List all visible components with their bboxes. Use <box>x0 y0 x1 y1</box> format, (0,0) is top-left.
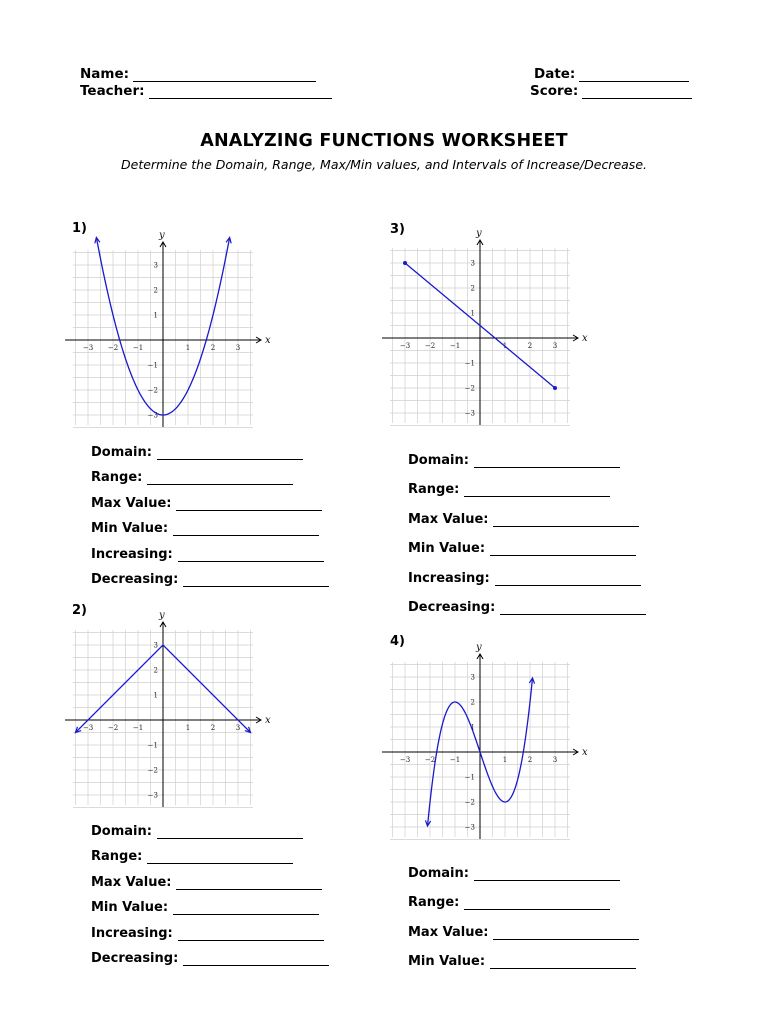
domain-label: Domain: <box>408 452 469 468</box>
x-tick-label: −2 <box>424 756 436 764</box>
date-field[interactable] <box>534 66 689 82</box>
x-tick-label: −1 <box>449 756 461 764</box>
y-tick-label: 3 <box>470 259 475 268</box>
domain-label: Domain: <box>408 865 469 881</box>
y-tick-label: 2 <box>470 284 475 293</box>
y-axis-label: y <box>159 610 165 621</box>
problem-1-graph <box>70 230 271 430</box>
range-line[interactable] <box>464 896 610 910</box>
x-axis-label: x <box>582 333 588 344</box>
increasing-line[interactable] <box>178 927 324 941</box>
decreasing-label: Decreasing: <box>408 600 496 615</box>
problem-1-number: 1) <box>72 221 87 236</box>
x-tick-label: 2 <box>527 756 533 764</box>
domain-line[interactable] <box>157 446 303 460</box>
decreasing-label: Decreasing: <box>91 572 179 587</box>
domain-line[interactable] <box>157 825 303 839</box>
x-tick-label: 1 <box>185 344 191 352</box>
max-value-line[interactable] <box>493 513 639 527</box>
min-value-label: Min Value: <box>91 521 169 536</box>
x-tick-label: 3 <box>552 342 558 350</box>
x-tick-label: 2 <box>210 344 216 352</box>
x-tick-label: 1 <box>502 756 508 764</box>
x-tick-label: −1 <box>132 344 144 352</box>
decreasing-line[interactable] <box>500 601 646 615</box>
x-tick-label: −3 <box>399 756 411 764</box>
range-field[interactable] <box>91 460 329 486</box>
x-tick-label: 1 <box>502 342 508 350</box>
teacher-label: Teacher: <box>80 83 145 99</box>
date-label: Date: <box>534 66 576 82</box>
max-value-field[interactable] <box>91 864 329 890</box>
y-tick-label: −1 <box>464 359 475 368</box>
max-value-field[interactable] <box>408 497 646 527</box>
decreasing-line[interactable] <box>183 952 329 966</box>
x-tick-label: −3 <box>399 342 411 350</box>
min-value-field[interactable] <box>408 940 639 970</box>
domain-label: Domain: <box>91 823 152 839</box>
domain-line[interactable] <box>474 454 620 468</box>
min-value-line[interactable] <box>173 522 319 536</box>
range-label: Range: <box>408 482 460 497</box>
y-tick-label: 1 <box>153 311 158 320</box>
endpoint-dot <box>403 261 407 265</box>
teacher-line[interactable] <box>149 84 332 99</box>
x-tick-label: −3 <box>82 344 94 352</box>
score-label: Score: <box>530 83 579 99</box>
increasing-label: Increasing: <box>408 570 490 586</box>
y-tick-label: −3 <box>464 409 475 418</box>
problem-4-number: 4) <box>390 634 405 649</box>
increasing-label: Increasing: <box>91 925 173 941</box>
date-line[interactable] <box>579 67 689 82</box>
min-value-field[interactable] <box>408 527 646 557</box>
worksheet-instructions: Determine the Domain, Range, Max/Min values, and Intervals of Increase/Decrease. <box>121 157 647 172</box>
y-tick-label: 1 <box>470 309 475 318</box>
problem-2-graph <box>70 610 271 809</box>
score-line[interactable] <box>582 84 692 99</box>
x-tick-label: 2 <box>210 724 216 732</box>
min-value-line[interactable] <box>173 901 319 915</box>
min-value-label: Min Value: <box>91 900 169 915</box>
y-tick-label: −3 <box>464 823 475 832</box>
y-tick-label: −3 <box>147 791 158 800</box>
min-value-label: Min Value: <box>408 954 486 969</box>
problem-2-answers <box>91 813 329 966</box>
worksheet-title: ANALYZING FUNCTIONS WORKSHEET <box>200 131 568 151</box>
min-value-field[interactable] <box>91 511 329 537</box>
increasing-line[interactable] <box>178 548 324 562</box>
increasing-line[interactable] <box>495 572 641 586</box>
y-axis-label: y <box>476 642 482 653</box>
decreasing-label: Decreasing: <box>91 951 179 966</box>
x-tick-label: −1 <box>449 342 461 350</box>
x-axis-label: x <box>582 747 588 758</box>
y-tick-label: −1 <box>147 361 158 370</box>
domain-field[interactable] <box>91 434 329 460</box>
range-line[interactable] <box>147 471 293 485</box>
y-tick-label: 1 <box>153 691 158 700</box>
range-label: Range: <box>91 849 143 864</box>
max-value-label: Max Value: <box>408 924 489 940</box>
domain-field[interactable] <box>408 438 646 468</box>
x-tick-label: −3 <box>82 724 94 732</box>
max-value-field[interactable] <box>91 485 329 511</box>
max-value-line[interactable] <box>493 926 639 940</box>
x-tick-label: −2 <box>424 342 436 350</box>
name-field[interactable] <box>80 66 316 82</box>
increasing-field[interactable] <box>408 556 646 586</box>
domain-field[interactable] <box>408 851 639 881</box>
range-label: Range: <box>408 895 460 910</box>
x-tick-label: 3 <box>235 724 241 732</box>
max-value-label: Max Value: <box>91 495 172 511</box>
range-label: Range: <box>91 470 143 485</box>
increasing-label: Increasing: <box>91 546 173 562</box>
min-value-line[interactable] <box>490 542 636 556</box>
decreasing-field[interactable] <box>408 586 646 616</box>
max-value-label: Max Value: <box>91 874 172 890</box>
problem-4-graph <box>388 642 588 842</box>
x-tick-label: 1 <box>185 724 191 732</box>
max-value-line[interactable] <box>176 497 322 511</box>
y-tick-label: −2 <box>464 798 475 807</box>
y-tick-label: 1 <box>470 723 475 732</box>
y-axis-label: y <box>159 230 165 241</box>
x-tick-label: 2 <box>527 342 533 350</box>
range-field[interactable] <box>408 468 646 498</box>
y-tick-label: 2 <box>470 698 475 707</box>
y-axis-label: y <box>476 228 482 239</box>
range-field[interactable] <box>408 881 639 911</box>
x-axis-label: x <box>265 715 271 726</box>
domain-line[interactable] <box>474 867 620 881</box>
domain-field[interactable] <box>91 813 329 839</box>
y-tick-label: −2 <box>147 386 158 395</box>
decreasing-field[interactable] <box>91 562 329 588</box>
increasing-field[interactable] <box>91 915 329 941</box>
x-tick-label: 3 <box>235 344 241 352</box>
name-line[interactable] <box>133 67 316 82</box>
range-line[interactable] <box>147 850 293 864</box>
score-field[interactable] <box>530 83 692 99</box>
x-tick-label: −2 <box>107 344 119 352</box>
min-value-field[interactable] <box>91 890 329 916</box>
y-tick-label: 3 <box>153 641 158 650</box>
x-axis-label: x <box>265 335 271 346</box>
y-tick-label: 3 <box>470 673 475 682</box>
y-tick-label: −2 <box>147 766 158 775</box>
teacher-field[interactable] <box>80 83 332 99</box>
x-tick-label: −1 <box>132 724 144 732</box>
y-tick-label: −1 <box>464 773 475 782</box>
x-tick-label: −2 <box>107 724 119 732</box>
x-tick-label: 3 <box>552 756 558 764</box>
problem-4-answers <box>408 851 639 969</box>
y-tick-label: −1 <box>147 741 158 750</box>
problem-2-number: 2) <box>72 603 87 618</box>
y-tick-label: 2 <box>153 286 158 295</box>
y-tick-label: 3 <box>153 261 158 270</box>
max-value-field[interactable] <box>408 910 639 940</box>
y-tick-label: 2 <box>153 666 158 675</box>
problem-3-graph <box>388 228 588 428</box>
endpoint-dot <box>553 386 557 390</box>
min-value-line[interactable] <box>490 955 636 969</box>
min-value-label: Min Value: <box>408 541 486 556</box>
domain-label: Domain: <box>91 444 152 460</box>
problem-3-answers <box>408 438 646 615</box>
max-value-line[interactable] <box>176 876 322 890</box>
y-tick-label: −3 <box>147 411 158 420</box>
increasing-field[interactable] <box>91 536 329 562</box>
range-field[interactable] <box>91 839 329 865</box>
decreasing-line[interactable] <box>183 573 329 587</box>
name-label: Name: <box>80 66 130 82</box>
problem-1-answers <box>91 434 329 587</box>
y-tick-label: −2 <box>464 384 475 393</box>
decreasing-field[interactable] <box>91 941 329 967</box>
problem-3-number: 3) <box>390 222 405 237</box>
max-value-label: Max Value: <box>408 511 489 527</box>
range-line[interactable] <box>464 483 610 497</box>
